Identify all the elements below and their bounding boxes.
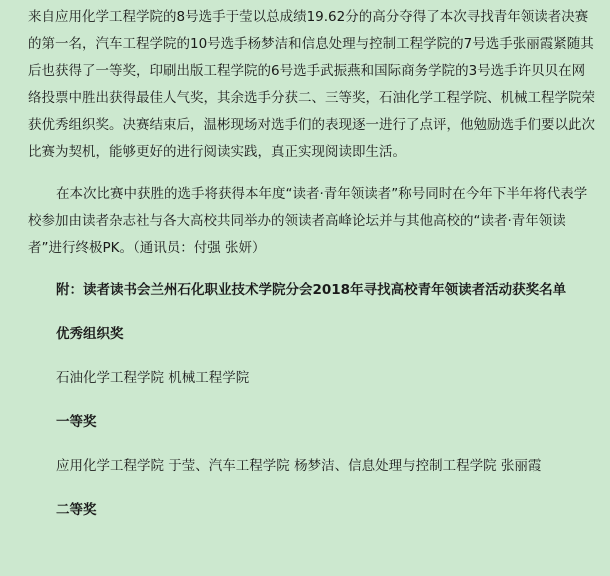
paragraph-winners: 在本次比赛中获胜的选手将获得本年度“读者·青年领读者”称号同时在今年下半年将代表学校参加由读者杂志社与各大高校共同举办的领读者高峰论坛并与其他高校的“读者·青年领读者”进行终极PK。（通讯员：付强 张妍）: [28, 186, 588, 256]
award-content-first: 应用化学工程学院 于莹、汽车工程学院 杨梦洁、信息处理与控制工程学院 张丽霞: [56, 458, 542, 474]
appendix-title: 附：读者读书会兰州石化职业技术学院分会2018年寻找高校青年领读者活动获奖名单: [56, 282, 567, 298]
award-heading-first: 一等奖: [56, 414, 97, 430]
paragraph-results: 来自应用化学工程学院的8号选手于莹以总成绩19.62分的高分夺得了本次寻找青年领读者决赛的第一名，汽车工程学院的10号选手杨梦洁和信息处理与控制工程学院的7号选手张丽霞紧随其后也获得了一等奖，印刷出版工程学院的6号选手武振燕和国际商务学院的3号选手许贝贝在网络投票中胜出获得最佳人气奖，其余选手分获二、三等奖，石油化学工程学院、机械工程学院荣获优秀组织奖。决赛结束后，温彬现场对选手们的表现逐一进行了点评，他勉励选手们要以此次比赛为契机，能够更好的进行阅读实践，真正实现阅读即生活。: [28, 9, 595, 160]
award-heading-second: 二等奖: [56, 502, 97, 518]
award-content-organization: 石油化学工程学院 机械工程学院: [56, 370, 250, 386]
award-heading-organization: 优秀组织奖: [56, 326, 124, 342]
